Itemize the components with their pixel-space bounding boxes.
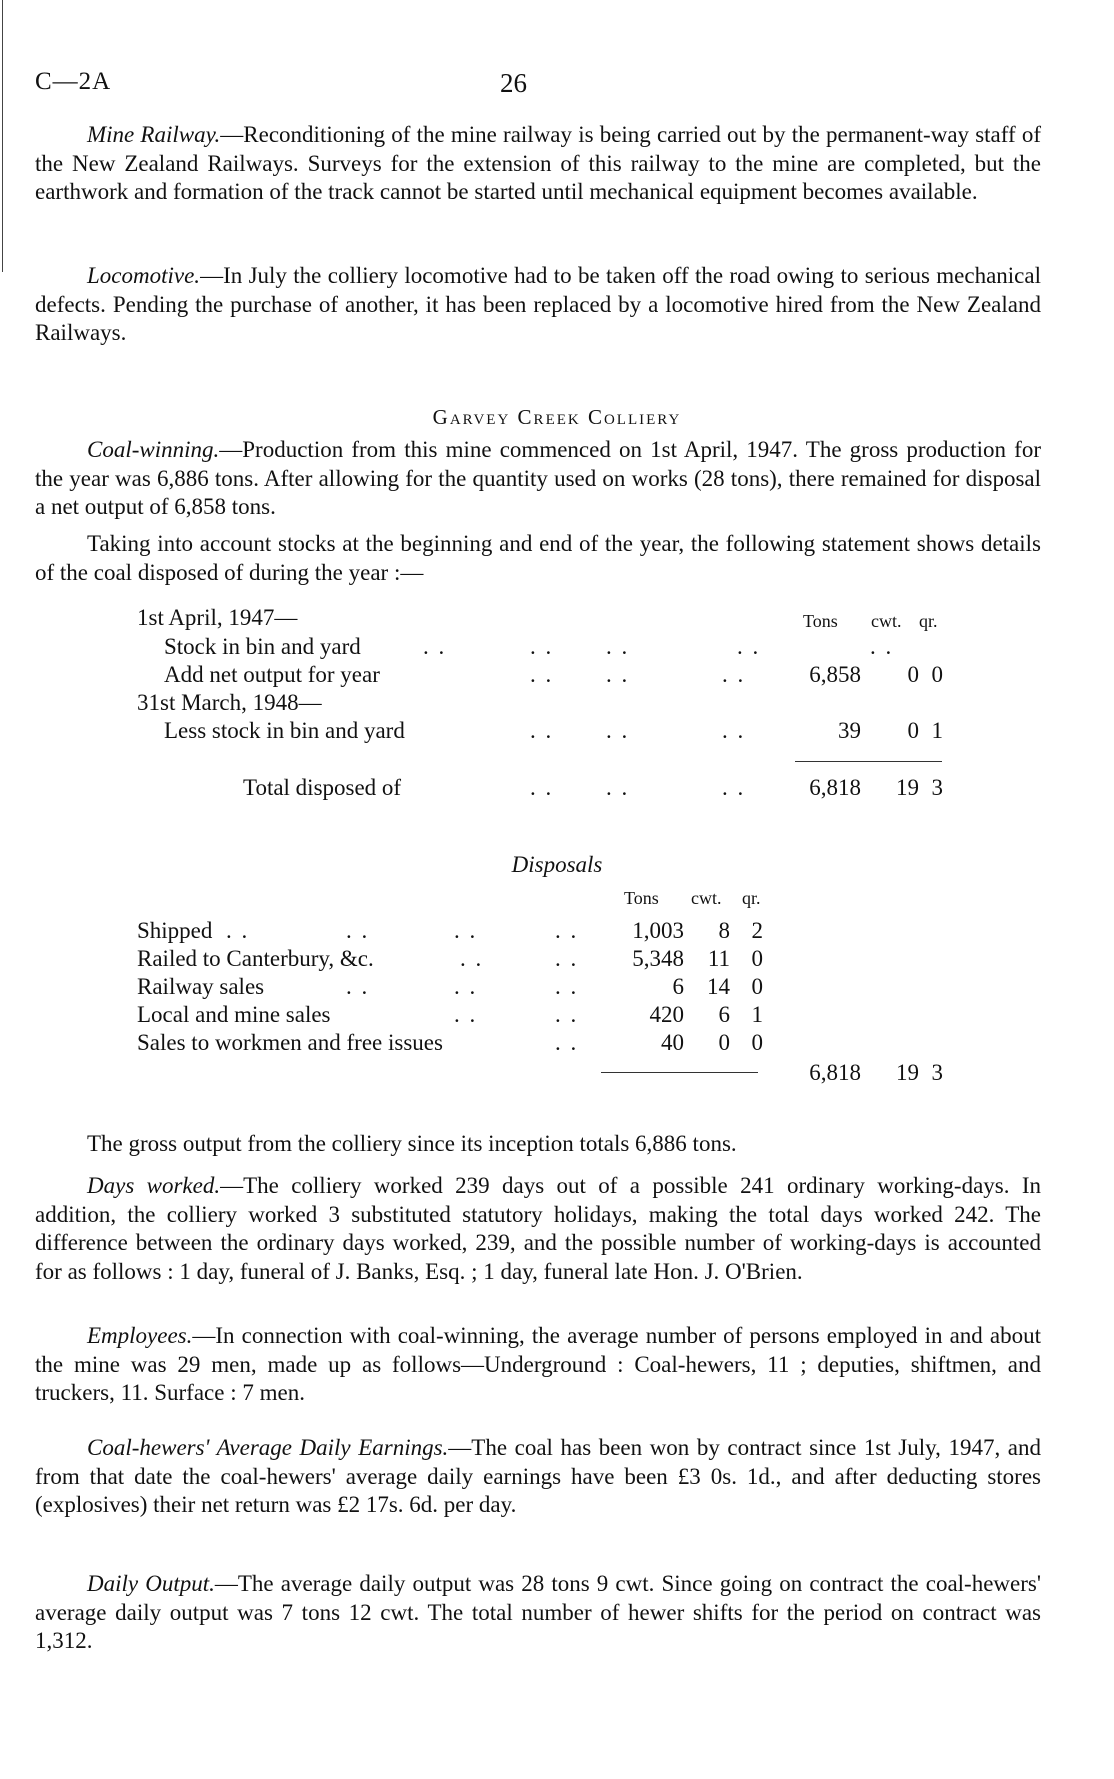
statement-date-2: 31st March, 1948—	[137, 690, 322, 715]
disposals-unit-tons: Tons	[624, 888, 659, 908]
statement-total-cwt: 19	[896, 775, 919, 800]
disposal-row-qr: 0	[751, 974, 763, 999]
paragraph-employees	[35, 1322, 1041, 1408]
disposal-row-tons: 1,003	[632, 918, 684, 943]
coal-winning-text: —Production from this mine commenced on 1st April, 1947. The gross production for the year was 6,886 tons. After allowing for the quantity used on works (28 tons), there remained for disposal a net output of 6,858 tons.	[35, 437, 1041, 519]
disposal-row-tons: 5,348	[632, 946, 684, 971]
days-worked-text: —The colliery worked 239 days out of a possible 241 ordinary working-days. In addition, the colliery worked 3 substituted statutory holidays, making the total days worked 242. The difference between the ordinary days worked, 239, and the possible number of working-days is accounted for as follows : 1 day, funeral of J. Banks, Esq. ; 1 day, funeral late Hon. J. O'Brien.	[35, 1173, 1041, 1284]
dot-leader: . .	[454, 1002, 478, 1027]
disposals-unit-cwt: cwt.	[691, 888, 722, 908]
statement-row-tons: 6,858	[809, 662, 861, 687]
disposal-row-label: Local and mine sales	[137, 1002, 331, 1027]
locomotive-text: —In July the colliery locomotive had to be taken off the road owing to serious mechanical defects. Pending the purchase of another, it has been replaced by a locomotive hired from the New Zealand Railways.	[35, 263, 1041, 345]
disposal-row-cwt: 0	[718, 1030, 730, 1055]
mine-railway-title: Mine Railway.	[87, 122, 221, 147]
statement-total-rule	[795, 761, 942, 762]
statement-row-label: Stock in bin and yard	[164, 634, 361, 659]
disposal-row-cwt: 14	[707, 974, 730, 999]
disposals-total-rule	[601, 1072, 758, 1073]
disposal-row-label: Railed to Canterbury, &c.	[137, 946, 374, 971]
disposals-unit-qr: qr.	[742, 888, 761, 908]
dot-leader: . .	[530, 634, 554, 659]
section-heading: Garvey Creek Colliery	[432, 405, 682, 429]
dot-leader: . .	[555, 918, 579, 943]
dot-leader: . .	[346, 918, 370, 943]
paragraph-locomotive	[35, 262, 1041, 348]
dot-leader: . .	[722, 662, 746, 687]
dot-leader: . .	[454, 918, 478, 943]
disposal-row-tons: 6	[672, 974, 684, 999]
mine-railway-text: —Reconditioning of the mine railway is being carried out by the permanent-way staff of the New Zealand Railways. Surveys for the extension of this railway to the mine are completed, but the earthwork and formation of the track cannot be started until mechanical equipment becomes available.	[35, 122, 1041, 204]
dot-leader: . .	[606, 662, 630, 687]
dot-leader: . .	[606, 718, 630, 743]
disposal-row-tons: 40	[661, 1030, 684, 1055]
statement-row-cwt: 0	[907, 662, 919, 687]
daily-output-text: —The average daily output was 28 tons 9 cwt. Since going on contract the coal-hewers' average daily output was 7 tons 12 cwt. The total number of hewer shifts for the period on contract was 1,312.	[35, 1571, 1041, 1653]
paragraph-coal-winning	[35, 436, 1041, 522]
dot-leader: . .	[460, 946, 484, 971]
dot-leader: . .	[606, 775, 630, 800]
disposals-caption: Disposals	[511, 852, 603, 877]
disposal-row-qr: 1	[751, 1002, 763, 1027]
disposals-total-qr: 3	[931, 1060, 943, 1085]
statement-unit-cwt: cwt.	[871, 611, 902, 631]
paragraph-days-worked	[35, 1172, 1041, 1286]
series-code: C—2A	[35, 68, 112, 95]
disposal-row-cwt: 6	[718, 1002, 730, 1027]
statement-row-cwt: 0	[907, 718, 919, 743]
paragraph-gross-output: The gross output from the colliery since its inception totals 6,886 tons.	[87, 1131, 737, 1156]
statement-total-tons: 6,818	[809, 775, 861, 800]
paragraph-stocks: Taking into account stocks at the beginning and end of the year, the following statement shows details of the coal disposed of during the year :—	[35, 531, 1041, 585]
disposal-row-tons: 420	[649, 1002, 684, 1027]
statement-total-label: Total disposed of	[243, 775, 402, 800]
dot-leader: . .	[454, 974, 478, 999]
dot-leader: . .	[555, 974, 579, 999]
page-number: 26	[500, 68, 527, 98]
disposal-row-label: Shipped	[137, 918, 213, 943]
dot-leader: . .	[606, 634, 630, 659]
statement-row-qr: 1	[931, 718, 943, 743]
statement-total-qr: 3	[931, 775, 943, 800]
earnings-text: —The coal has been won by contract since 1st July, 1947, and from that date the coal-hewers' average daily earnings have been £3 0s. 1d., and after deducting stores (explosives) their net return was £2 17s. 6d. per day.	[35, 1435, 1041, 1517]
disposal-row-qr: 0	[751, 946, 763, 971]
dot-leader: . .	[722, 718, 746, 743]
disposal-row-cwt: 8	[718, 918, 730, 943]
days-worked-title: Days worked.	[87, 1173, 221, 1198]
dot-leader: . .	[530, 662, 554, 687]
dot-leader: . .	[530, 718, 554, 743]
disposal-row-label: Railway sales	[137, 974, 265, 999]
dot-leader: . .	[226, 918, 250, 943]
statement-unit-tons: Tons	[803, 611, 838, 631]
dot-leader: . .	[722, 775, 746, 800]
dot-leader: . .	[555, 1002, 579, 1027]
disposals-total-tons: 6,818	[809, 1060, 861, 1085]
employees-title: Employees.	[87, 1323, 193, 1348]
disposal-row-qr: 2	[751, 918, 763, 943]
locomotive-title: Locomotive.	[87, 263, 201, 288]
disposal-row-label: Sales to workmen and free issues	[137, 1030, 443, 1055]
dot-leader: . .	[555, 946, 579, 971]
statement-row-qr: 0	[931, 662, 943, 687]
disposal-row-cwt: 11	[707, 946, 730, 971]
paragraph-earnings	[35, 1434, 1041, 1520]
dot-leader: . .	[346, 974, 370, 999]
statement-date-1: 1st April, 1947—	[137, 605, 298, 630]
disposal-row-qr: 0	[751, 1030, 763, 1055]
statement-row-tons: . .	[870, 634, 894, 659]
paragraph-mine-railway	[35, 121, 1041, 207]
disposals-total-cwt: 19	[896, 1060, 919, 1085]
statement-unit-qr: qr.	[919, 611, 938, 631]
statement-row-tons: 39	[838, 718, 861, 743]
daily-output-title: Daily Output.	[87, 1571, 215, 1596]
earnings-title: Coal-hewers' Average Daily Earnings.	[87, 1435, 449, 1460]
statement-row-label: Less stock in bin and yard	[164, 718, 405, 743]
dot-leader: . .	[423, 634, 447, 659]
dot-leader: . .	[737, 634, 761, 659]
paragraph-daily-output	[35, 1570, 1041, 1656]
dot-leader: . .	[555, 1030, 579, 1055]
coal-winning-title: Coal-winning.	[87, 437, 220, 462]
scan-edge-line	[2, 0, 3, 272]
employees-text: —In connection with coal-winning, the average number of persons employed in and about the mine was 29 men, made up as follows—Underground : Coal-hewers, 11 ; deputies, shiftmen, and truckers, 11. Surface : 7 men.	[35, 1323, 1041, 1405]
dot-leader: . .	[530, 775, 554, 800]
statement-row-label: Add net output for year	[164, 662, 380, 687]
